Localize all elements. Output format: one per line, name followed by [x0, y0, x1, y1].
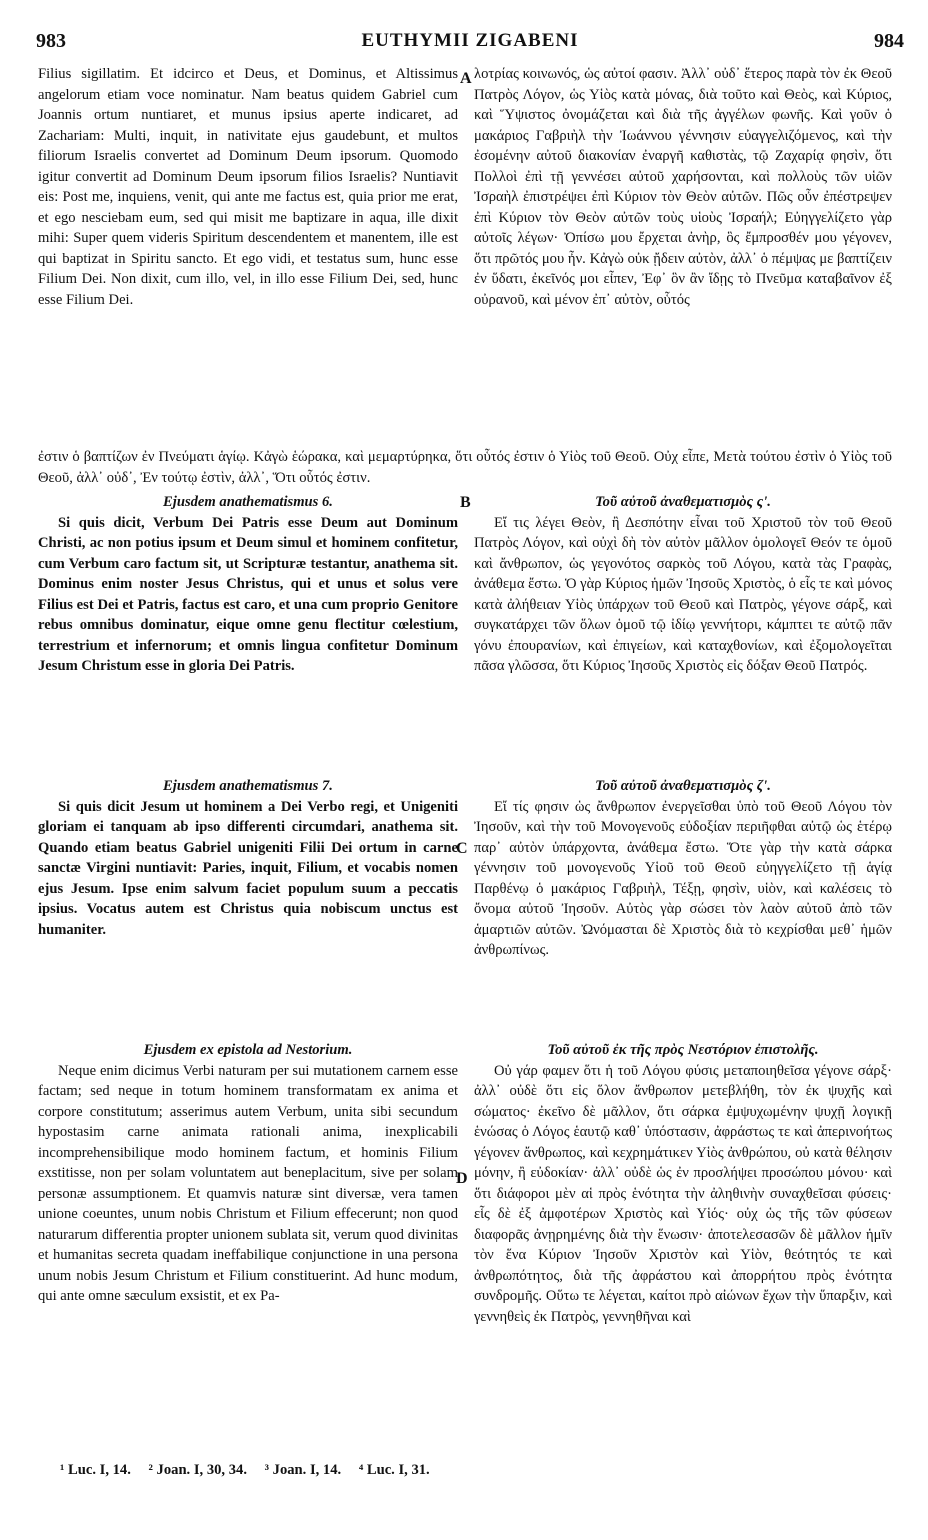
footnote: ⁴ Luc. I, 31. — [358, 1462, 430, 1478]
greek-paragraph: Οὐ γάρ φαμεν ὅτι ἡ τοῦ Λόγου φύσις μεταποιηθεῖσα γέγονε σάρξ· ἀλλ᾽ οὐδὲ ὅτι εἰς ὅλον ἄνθρωπον μετεβλήθη, τὸν ἐκ ψυχῆς καὶ σώματος· ἐκεῖνο δὲ μᾶλλον, ὅτι σάρκα ἐμψυχωμένην ψυχῇ λογικῇ ἑνώσας ὁ Λόγος ἑαυτῷ καθ᾽ ὑπόστασιν, ἀφράστως τε καὶ ἀπερινοήτως γέγονεν ἄνθρωπος, καὶ κεχρημάτικεν Υἱὸς ἀνθρώπου, οὐ κατὰ θέλησιν μόνην, ἢ εὐδοκίαν· ἀλλ᾽ οὐδὲ ὡς ἐν προσλήψει προσώπου μόνου· καὶ ὅτι διάφοροι μὲν αἱ πρὸς ἑνότητα τὴν ἀληθινὴν συναχθεῖσαι φύσεις· εἷς δὲ ἐξ ἀμφοτέρων Χριστὸς καὶ Υἱός· οὐχ ὡς τῆς τῶν φύσεων διαφορᾶς ἀνῃρημένης διὰ τὴν ἕνωσιν· ἀποτελεσασῶν δὲ μᾶλλον ἡμῖν τὸν ἕνα Κύριον Ἰησοῦν Χριστὸν καὶ Υἱὸν, θεότητός τε καὶ ἀνθρωπότητος, διὰ τῆς ἀφράστου καὶ ἀπορρήτου πρὸς ἑνότητα συνδρομῆς. Οὕτω τε λέγεται, καίτοι πρὸ αἰώνων ἔχων τὴν ὕπαρξιν, καὶ γεννηθεὶς ἐκ Πατρὸς, γεννηθῆναι καὶ — [474, 1062, 892, 1325]
latin-paragraph: Filius sigillatim. Et idcirco et Deus, et Dominus, et Altissimus angelorum etiam voce nominatur. Nam beatus quidem Gabriel cum Joannis ortum nuntiaret, et munus ipsius aperte indicaret, ad Zachariam: Multi, inquit, in nativitate ejus gaudebunt, et multos filiorum Israelis convertet ad Dominum Deum ipsorum. Quomodo igitur convertit ad Dominum Deum ipsorum filios Israelis? Nuntiavit eis: Post me, inquiens, venit, qui ante me factus est, quia prior me erat, et ego nesciebam eum, sed qui misit me baptizare in aqua, ille dixit mihi: Super quem videris Spiritum descendentem et manentem, ille est qui baptizat in Spiritu sancto. Et ego vidi, et testatus sum, hunc esse Filium Dei. Non dixit, cum illo, vel, in illo esse Filium Dei, sed, hunc esse Filium Dei. — [38, 66, 458, 308]
latin-paragraph: Si quis dicit Jesum ut hominem a Dei Verbo regi, et Unigeniti gloriam ei tanquam ab ipso differenti circumdari, anathema sit. Quando etiam beatus Gabriel unigeniti Filii Dei ortum in carne sanctæ Virgini nuntiavit: Paries, inquit, Filium, et vocabis nomen ejus Jesum. Ipse enim salvum faciet populum suum a peccatis ipsius. Vocatus autem est Christus quia nobiscum unctus est humaniter. — [38, 798, 458, 938]
running-title: EUTHYMII ZIGABENI — [361, 30, 579, 51]
page-number-right: 984 — [874, 30, 904, 52]
latin-paragraph: Si quis dicit, Verbum Dei Patris esse Deum aut Dominum Christi, ac non potius ipsum et Deum simul et hominem confitetur, cum Verbum caro factum sit, ut Scripturæ testantur, anathema sit. Dominus enim noster Jesus Christus, qui et unus et solus vere Filius est Dei et Patris, factus est caro, et una cum proprio Genitore rebus omnibus dominatur, eique omne genu flectitur cœlestium, terrestrium et infernorum; et omnis lingua confitetur Dominum Jesum Christum esse in gloria Dei Patris. — [38, 514, 458, 674]
margin-marker-b: B — [460, 494, 471, 511]
footnotes — [60, 1462, 444, 1479]
greek-paragraph: Εἴ τίς φησιν ὡς ἄνθρωπον ἐνεργεῖσθαι ὑπὸ τοῦ Θεοῦ Λόγου τὸν Ἰησοῦν, καὶ τὴν τοῦ Μονογενοῦς εὐδοξίαν περιῆφθαι αὐτῷ ὡς ἑτέρῳ παρ᾽ αὐτὸν ὑπάρχοντα, ἀνάθεμα ἔστω. Ὅτε γὰρ τὴν κατὰ σάρκα γέννησιν τοῦ μονογενοῦς Υἱοῦ τοῦ Θεοῦ εὐηγγελίζετο τῇ ἁγίᾳ Παρθένῳ ὁ μακάριος Γαβριὴλ, Τέξῃ, φησὶν, υἱὸν, καὶ καλέσεις τὸ ὄνομα αὐτοῦ Ἰησοῦν. Αὐτὸς γὰρ σώσει τὸν λαὸν αὐτοῦ ἀπὸ τῶν ἁμαρτιῶν αὐτῶν. Ὠνόμασται δὲ Χριστὸς διὰ τὸ κεχρίσθαι μεθ᾽ ἡμῶν ἀνθρωπίνως. — [474, 798, 892, 958]
footnote: ³ Joan. I, 14. — [264, 1462, 342, 1478]
latin-heading-anathematismus-7: Ejusdem anathematismus 7. — [163, 778, 333, 794]
footnote: ² Joan. I, 30, 34. — [148, 1462, 247, 1478]
margin-marker-a: A — [460, 70, 472, 87]
spanning-greek-line: ἐστιν ὁ βαπτίζων ἐν Πνεύματι ἁγίῳ. Κἀγὼ ἑώρακα, καὶ μεμαρτύρηκα, ὅτι οὗτός ἐστιν ὁ Υἱὸς τοῦ Θεοῦ. Οὐχ εἶπε, Μετὰ τούτου ἐστὶν ὁ Υἱὸς τοῦ Θεοῦ, ἀλλ᾽ οὐδ᾽, Ἐν τούτῳ ἐστὶν, ἀλλ᾽, Ὅτι οὗτός ἐστιν. — [38, 449, 892, 486]
latin-heading-epistola: Ejusdem ex epistola ad Nestorium. — [143, 1042, 353, 1058]
latin-paragraph: Neque enim dicimus Verbi naturam per sui mutationem carnem esse factam; sed neque in totum hominem transformatam ex anima et corpore constitutum; asserimus autem Verbum, unita sibi secundum hypostasim carne animata rationali anima, inexplicabili incomprehensibilique modo hominem factum, et hominis Filium exstitisse, non per solam voluntatem aut beneplacitum, sive per solam personæ assumptionem. Et quamvis naturæ sint diversæ, vera tamen unione coeuntes, unum nobis Christum et Filium effecerunt; non quod naturarum differentia propter unionem sublata sit, verum quod divinitas et humanitas secreta quadam ineffabilique conjunctione in una persona unum nobis Jesum Christum et Filium constituerint. Ad hunc modum, qui ante omne sæculum exsistit, et ex Pa- — [38, 1062, 458, 1304]
latin-heading-anathematismus-6: Ejusdem anathematismus 6. — [163, 494, 333, 510]
greek-heading-anathematismus-6: Τοῦ αὐτοῦ ἀναθεματισμὸς ς'. — [595, 494, 771, 510]
footnote: ¹ Luc. I, 14. — [60, 1462, 131, 1478]
greek-heading-epistola: Τοῦ αὐτοῦ ἐκ τῆς πρὸς Νεστόριον ἐπιστολῆς. — [547, 1042, 819, 1058]
greek-paragraph: Εἴ τις λέγει Θεὸν, ἢ Δεσπότην εἶναι τοῦ Χριστοῦ τὸν τοῦ Θεοῦ Πατρὸς Λόγον, καὶ οὐχὶ δὴ τὸν αὐτὸν μᾶλλον ὁμολογεῖ Θεόν τε ὁμοῦ καὶ ἄνθρωπον, ὡς γεγονότος σαρκὸς τοῦ Λόγου, κατὰ τὰς Γραφὰς, ἀνάθεμα ἔστω. Ὁ γὰρ Κύριος ἡμῶν Ἰησοῦς Χριστὸς, ὁ εἷς τε καὶ μόνος κατὰ ἀλήθειαν Υἱὸς ὑπάρχων τοῦ Θεοῦ καὶ Πατρὸς, γέγονε σάρξ, καὶ συγκατάρχει τῶν ὅλων ὁμοῦ τῷ ἰδίῳ γεννήτορι, κάμπτει τε αὐτῷ πᾶν γόνυ ἐπουρανίων, καὶ ἐπιγείων, καὶ καταχθονίων, καὶ ἐξομολογεῖται πᾶσα γλῶσσα, ὅτι Κύριος Ἰησοῦς Χριστὸς εἰς δόξαν Θεοῦ Πατρός. — [474, 514, 892, 674]
margin-marker-c: C — [456, 840, 468, 857]
margin-marker-d: D — [456, 1170, 468, 1187]
greek-heading-anathematismus-7: Τοῦ αὐτοῦ ἀναθεματισμὸς ζ'. — [595, 778, 771, 794]
greek-paragraph: λοτρίας κοινωνός, ὡς αὐτοί φασιν. Ἀλλ᾽ οὐδ᾽ ἕτερος παρὰ τὸν ἐκ Θεοῦ Πατρὸς Λόγον, ὡς Υἱὸς κατὰ μόνας, διὰ τοῦτο καὶ Θεὸς, καὶ Κύριος, καὶ Ὕψιστος ὀνομάζεται καὶ διὰ τῆς ἀγγέλων φωνῆς. Καὶ γοῦν ὁ μακάριος Γαβριὴλ τὴν Ἰωάννου γέννησιν εὐαγγελιζόμενος, καὶ τὴν ἐσομένην αὐτοῦ διακονίαν ἐναργῆ καθιστὰς, τῷ Ζαχαρίᾳ φησὶν, ὅτι Πολλοὶ ἐπὶ τῇ γεννέσει αὐτοῦ χαρήσονται, καὶ πολλοὺς τῶν υἱῶν Ἰσραὴλ ἐπιστρέψει ἐπὶ Κύριον τὸν Θεὸν αὐτῶν. Πῶς οὖν ἐπέστρεψεν ἐπὶ Κύριον τὸν Θεὸν αὐτῶν τοὺς υἱοὺς Ἰσραήλ; Εὐηγγελίζετο γὰρ αὐτοῖς λέγων· Ὀπίσω μου ἔρχεται ἀνὴρ, ὃς ἔμπροσθέν μου γέγονεν, ὅτι πρῶτός μου ἦν. Κἀγὼ οὐκ ᾔδειν αὐτὸν, ἀλλ᾽ ὁ πέμψας με βαπτίζειν ἐν ὕδατι, ἐκεῖνός μοι εἶπεν, Ἐφ᾽ ὃν ἂν ἴδῃς τὸ Πνεῦμα καταβαῖνον ἐξ οὐρανοῦ, καὶ μένον ἐπ᾽ αὐτὸν, οὗτός — [474, 66, 892, 308]
page-number-left: 983 — [36, 30, 66, 52]
